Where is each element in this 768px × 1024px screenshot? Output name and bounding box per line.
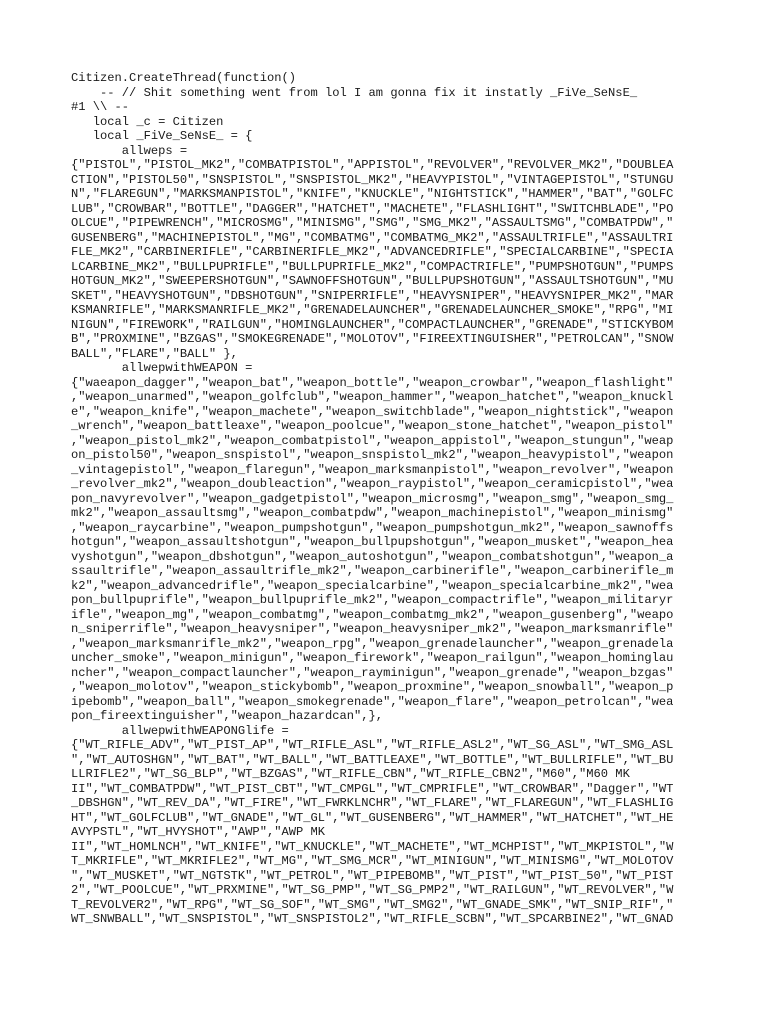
code-line: ncher","weapon_compactlauncher","weapon_rayminigun","weapon_grenade","weapon_bzgas"	[71, 665, 674, 680]
code-line: on_pistol50","weapon_snspistol","weapon_snspistol_mk2","weapon_heavypistol","weapon	[71, 448, 674, 462]
code-line: ","WT_AUTOSHGN","WT_BAT","WT_BALL","WT_BATTLEAXE","WT_BOTTLE","WT_BULLRIFLE","WT_BU	[71, 752, 674, 767]
code-line: KSMANRIFLE","MARKSMANRIFLE_MK2","GRENADELAUNCHER","GRENADELAUNCHER_SMOKE","RPG","MI	[71, 303, 674, 317]
code-line: uncher_smoke","weapon_minigun","weapon_firework","weapon_railgun","weapon_hominglau	[71, 651, 674, 665]
code-line: N","FLAREGUN","MARKSMANPISTOL","KNIFE","KNUCKLE","NIGHTSTICK","HAMMER","BAT","GOLFC	[71, 187, 674, 201]
code-line: n_sniperrifle","weapon_heavysniper","weapon_heavysniper_mk2","weapon_marksmanrifle"	[71, 622, 674, 636]
code-line: _DBSHGN","WT_REV_DA","WT_FIRE","WT_FWRKLNCHR","WT_FLARE","WT_FLAREGUN","WT_FLASHLIG	[71, 796, 674, 810]
code-line: GUSENBERG","MACHINEPISTOL","MG","COMBATMG","COMBATMG_MK2","ASSAULTRIFLE","ASSAULTRI	[71, 230, 674, 245]
code-line: mk2","weapon_assaultsmg","weapon_combatpdw","weapon_machinepistol","weapon_minismg"	[71, 506, 674, 520]
code-line: 2","WT_POOLCUE","WT_PRXMINE","WT_SG_PMP","WT_SG_PMP2","WT_RAILGUN","WT_REVOLVER","W	[71, 883, 674, 897]
code-line: local _c = Citizen	[71, 114, 224, 129]
code-line: II","WT_HOMLNCH","WT_KNIFE","WT_KNUCKLE","WT_MACHETE","WT_MCHPIST","WT_MKPISTOL","W	[71, 839, 674, 854]
code-line: BALL","FLARE","BALL" },	[71, 346, 238, 361]
code-line: e","weapon_knife","weapon_machete","weapon_switchblade","weapon_nightstick","weapon	[71, 404, 674, 419]
code-line: allweps =	[71, 143, 188, 158]
code-line: pon_fireextinguisher","weapon_hazardcan",},	[71, 709, 384, 723]
code-line: {"waeapon_dagger","weapon_bat","weapon_bottle","weapon_crowbar","weapon_flashlight"	[71, 375, 674, 390]
code-line: hotgun","weapon_assaultshotgun","weapon_bullpupshotgun","weapon_musket","weapon_hea	[71, 535, 674, 549]
code-line: II","WT_COMBATPDW","WT_PIST_CBT","WT_CMPGL","WT_CMPRIFLE","WT_CROWBAR","Dagger","WT	[71, 781, 674, 796]
code-line: HT","WT_GOLFCLUB","WT_GNADE","WT_GL","WT_GUSENBERG","WT_HAMMER","WT_HATCHET","WT_HE	[71, 810, 674, 825]
code-line: LUB","CROWBAR","BOTTLE","DAGGER","HATCHET","MACHETE","FLASHLIGHT","SWITCHBLADE","PO	[71, 201, 674, 216]
code-line: HOTGUN_MK2","SWEEPERSHOTGUN","SAWNOFFSHOTGUN","BULLPUPSHOTGUN","ASSAULTSHOTGUN","MU	[71, 274, 674, 288]
code-line: pon_navyrevolver","weapon_gadgetpistol","weapon_microsmg","weapon_smg","weapon_smg_	[71, 491, 674, 506]
code-line: ","WT_MUSKET","WT_NGTSTK","WT_PETROL","WT_PIPEBOMB","WT_PIST","WT_PIST_50","WT_PIST	[71, 868, 674, 883]
code-line: #1 \\ --	[71, 100, 130, 114]
code-line: CTION","PISTOL50","SNSPISTOL","SNSPISTOL_MK2","HEAVYPISTOL","VINTAGEPISTOL","STUNGU	[71, 172, 674, 187]
code-line: LCARBINE_MK2","BULLPUPRIFLE","BULLPUPRIFLE_MK2","COMPACTRIFLE","PUMPSHOTGUN","PUMPS	[71, 259, 674, 274]
code-line: Citizen.CreateThread(function()	[71, 71, 296, 85]
code-line: WT_SNWBALL","WT_SNSPISTOL","WT_SNSPISTOL2","WT_RIFLE_SCBN","WT_SPCARBINE2","WT_GNAD	[71, 912, 674, 926]
code-line: pon_bullpuprifle","weapon_bullpuprifle_mk2","weapon_compactrifle","weapon_militaryr	[71, 593, 674, 607]
code-line: ,"weapon_marksmanrifle_mk2","weapon_rpg","weapon_grenadelauncher","weapon_grenadela	[71, 636, 674, 651]
code-line: _wrench","weapon_battleaxe","weapon_poolcue","weapon_stone_hatchet","weapon_pistol"	[71, 419, 674, 433]
code-line: OLCUE","PIPEWRENCH","MICROSMG","MINISMG","SMG","SMG_MK2","ASSAULTSMG","COMBATPDW","	[71, 216, 674, 230]
code-line: ssaultrifle","weapon_assaultrifle_mk2","weapon_carbinerifle","weapon_carbinerifle_m	[71, 564, 674, 578]
code-line: vyshotgun","weapon_dbshotgun","weapon_autoshotgun","weapon_combatshotgun","weapon_a	[71, 549, 674, 564]
code-line: T_REVOLVER2","WT_RPG","WT_SG_SOF","WT_SMG","WT_SMG2","WT_GNADE_SMK","WT_SNIP_RIF","	[71, 897, 674, 912]
code-line: ,"weapon_unarmed","weapon_golfclub","weapon_hammer","weapon_hatchet","weapon_knuckl	[71, 390, 674, 404]
code-line: AVYPSTL","WT_HVYSHOT","AWP","AWP MK	[71, 825, 326, 839]
code-line: allwepwithWEAPON =	[71, 361, 253, 375]
code-line: ipebomb","weapon_ball","weapon_smokegrenade","weapon_flare","weapon_petrolcan","wea	[71, 694, 674, 709]
code-line: T_MKRIFLE","WT_MKRIFLE2","WT_MG","WT_SMG_MCR","WT_MINIGUN","WT_MINISMG","WT_MOLOTOV	[71, 854, 674, 868]
code-line: SKET","HEAVYSHOTGUN","DBSHOTGUN","SNIPERRIFLE","HEAVYSNIPER","HEAVYSNIPER_MK2","MAR	[71, 288, 674, 303]
code-line: ifle","weapon_mg","weapon_combatmg","weapon_combatmg_mk2","weapon_gusenberg","weapo	[71, 607, 674, 622]
code-line: NIGUN","FIREWORK","RAILGUN","HOMINGLAUNCHER","COMPACTLAUNCHER","GRENADE","STICKYBOM	[71, 317, 674, 332]
code-line: ,"weapon_raycarbine","weapon_pumpshotgun","weapon_pumpshotgun_mk2","weapon_sawnoffs	[71, 520, 674, 535]
code-line: ,"weapon_pistol_mk2","weapon_combatpistol","weapon_appistol","weapon_stungun","weap	[71, 433, 674, 448]
code-line: ,"weapon_molotov","weapon_stickybomb","weapon_proxmine","weapon_snowball","weapon_p	[71, 680, 674, 694]
code-line: _revolver_mk2","weapon_doubleaction","weapon_raypistol","weapon_ceramicpistol","wea	[71, 477, 674, 491]
code-line: FLE_MK2","CARBINERIFLE","CARBINERIFLE_MK2","ADVANCEDRIFLE","SPECIALCARBINE","SPECIA	[71, 245, 674, 259]
code-line: {"PISTOL","PISTOL_MK2","COMBATPISTOL","APPISTOL","REVOLVER","REVOLVER_MK2","DOUBLEA	[71, 158, 674, 172]
code-line: allwepwithWEAPONGlife =	[71, 723, 289, 738]
code-block	[71, 71, 699, 927]
code-line: LLRIFLE2","WT_SG_BLP","WT_BZGAS","WT_RIFLE_CBN","WT_RIFLE_CBN2","M60","M60 MK	[71, 767, 630, 781]
code-line: local _FiVe_SeNsE_ = {	[71, 129, 253, 143]
code-line: B","PROXMINE","BZGAS","SMOKEGRENADE","MOLOTOV","FIREEXTINGUISHER","PETROLCAN","SNOW	[71, 332, 674, 346]
code-line: _vintagepistol","weapon_flaregun","weapon_marksmanpistol","weapon_revolver","weapon	[71, 462, 674, 477]
code-line: k2","weapon_advancedrifle","weapon_specialcarbine","weapon_specialcarbine_mk2","wea	[71, 578, 674, 593]
code-line: {"WT_RIFLE_ADV","WT_PIST_AP","WT_RIFLE_ASL","WT_RIFLE_ASL2","WT_SG_ASL","WT_SMG_ASL	[71, 738, 674, 752]
code-line: -- // Shit something went from lol I am gonna fix it instatly _FiVe_SeNsE_	[71, 85, 638, 100]
